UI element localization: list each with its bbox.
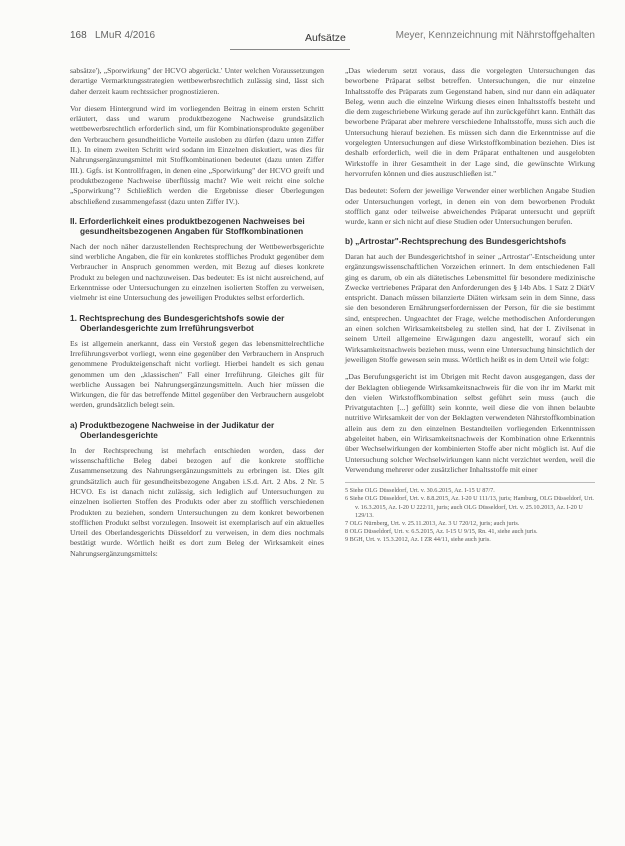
right-column — [345, 66, 595, 545]
block-quote: „Das wiederum setzt voraus, dass die vorgelegten Untersuchungen das beworbene Präparat selbst betreffen. Untersuchungen, die nur einzelne Inhaltsstoffe des Präparats zum Gegenstand haben, sind nur dann ein adäquater Beleg, wenn auch die einzelne Wirkung dieses einen Inhaltsstoffs besteht und die dem zugeschriebene Wirkung gerade auf ihn zurückgeführt kann. Enthält das beworbene Präparat aber mehrere verschiedene Inhaltsstoffe, muss sich auch die Untersuchung hierauf beziehen. Es müssen sich dann die Erkenntnisse auf die vorgelegten Untersuchungen auf diese Wirkstoffkombination beziehen. Dies ist deshalb erforderlich, weil die in dem Präparat enthaltenen und ausgelobten Wirkstoffe in ihrer Gesamtheit in der Lage sind, die gewünschte Wirkung hervorrufen können und dies auszuschließen ist." — [345, 66, 595, 178]
paragraph: Das bedeutet: Sofern der jeweilige Verwender einer werblichen Angabe Studien oder Untersuchungen vorlegt, in denen ein von dem beworbenen Produkt stofflich ganz oder teilweise abweichendes Präparat untersucht und geprüft wurde, kann er sich nicht auf diese Studien oder Untersuchungen berufen. — [345, 186, 595, 227]
footnote: 9 BGH, Urt. v. 15.3.2012, Az. I ZR 44/11, siehe auch juris. — [345, 536, 491, 544]
section-title: Aufsätze — [305, 32, 346, 44]
footnote: 5 Siehe OLG Düsseldorf, Urt. v. 30.6.2015, Az. I-15 U 87/7. — [345, 487, 495, 495]
running-title: Meyer, Kennzeichnung mit Nährstoffgehalten — [395, 30, 595, 41]
section-heading: II. Erforderlichkeit eines produktbezogenen Nachweises bei gesundheitsbezogenen Angaben für Stoffkombinationen — [70, 215, 305, 237]
page-number: 168 — [70, 30, 87, 41]
block-quote: „Das Berufungsgericht ist im Übrigen mit Recht davon ausgegangen, dass der der Beklagten obliegende Wirksamkeitsnachweis für die von ihr im Markt mit den vielen Wirkstoffkombination selbst geführt sein muss (auch die Privatgutachten [...] gefüllt) sein konnte, weil diese die von ihnen belaubte nutritive Wirksamkeit der von der Beklagten verwendeten Nährstoffkombination allein aus dem zu den einzelnen Bestandteilen vorliegenden Erkenntnissen abgeleitet haben, ein Wirksamkeitsnachweis der Kombination ohne Erkenntnis über Wechselwirkungen der kombinierten Stoffe aber nicht möglich ist. Auf die Untersuchung solcher Wechselwirkungen kann nicht verzichtet werden, weil die Verwendung mehrerer oder zusätzlicher Inhaltsstoffe mit einer — [345, 372, 595, 474]
page-header — [70, 30, 595, 50]
paragraph: Daran hat auch der Bundesgerichtshof in seiner „Artrostar"-Entscheidung unter ergänzungswissenschaftlichen Vorzeichen erinnert. In dem entschiedenen Fall ging es darum, ob ein als diätetisches Lebensmittel für besondere medizinische Zwecke vertriebenes Präparat den Anforderungen des § 14b Abs. 1 Satz 2 DiätV entspricht. Danach müssen bilanzierte Diäten wirksam sein in dem Sinne, dass sie den besonderen Ernährungserfordernissen der Person, für die sie bestimmt sind, entsprechen. Ungeachtet der Frage, welche methodischen Anforderungen an einen solchen Wirksamkeitsbeleg zu stellen sind, hat der I. Zivilsenat in seinem Urteil allgemeine Erwägungen dazu angestellt, worauf sich ein Wirksamkeitsnachweis beziehen muss, wenn eine Untersuchung hinsichtlich der jeweiligen Stoffe gewesen sein muss. Wörtlich heißt es in dem Urteil wie folgt: — [345, 251, 595, 364]
paragraph: In der Rechtsprechung ist mehrfach entschieden worden, dass der wissenschaftliche Beleg dabei bezogen auf die konkrete stoffliche Zusammensetzung des Nahrungsergänzungsmittels zu erbringen ist. Dies gilt grundsätzlich auch für gesundheitsbezogene Angaben i.S.d. Art. 2 Abs. 2 Nr. 5 HCVO. Es ist danach nicht zulässig, sich lediglich auf Untersuchungen zu einzelnen isolierten Stoffen des Produkts oder aber zu stofflich verschiedenen Produkten zu beziehen, sondern Untersuchungen zu dem konkret beworbenen stofflichen Produkt selbst vorzulegen. Insoweit ist exemplarisch auf ein aktuelles Urteil des Oberlandesgerichts Düsseldorf zu verweisen, in dem dies nochmals bestätigt wurde. Wörtlich heißt es dort zum Beleg der Wirksamkeit eines Nahrungsergänzungsmittels: — [70, 445, 324, 558]
footnote: 7 OLG Nürnberg, Urt. v. 25.11.2013, Az. 3 U 720/12, juris; auch juris. — [345, 520, 520, 527]
journal-name: LMuR 4/2016 — [95, 30, 156, 41]
footnote: 6 Siehe OLG Düsseldorf, Urt. v. 8.8.2015, Az. I-20 U 111/13, juris; Hamburg, OLG Düsseldorf, Urt. v. 16.3.2015, Az. I-20 U 222/11, juris; auch OLG Düsseldorf, Urt. v. 25.10.2013, Az. I-20 U 129/13. — [345, 495, 594, 519]
paragraph: Vor diesem Hintergrund wird im vorliegenden Beitrag in einem ersten Schritt erläutert, dass und warum produktbezogene Nachweise grundsätzlich wettbewerbsrechtlich erforderlich sind, um für Kombinationsprodukte gegenüber den Verbrauchern gesundheitliche Vorteile ausloben zu dürfen (dazu unten Ziffer II.). In einem zweiten Schritt wird sodann im Einzelnen diskutiert, was dies für Nahrungsergänzungsmittel mit Stoffkombinationen bedeutet (dazu unten Ziffer III.). Ggfs. ist Kontrollfragen, in denen eine „Sporwirkung" der HCVO greift und produktbezogene Nachweise überflüssig macht? Wie weit reicht eine solche „Sporwirkung"? Schließlich werden die Ergebnisse dieser Überlegungen abschließend zusammengefasst (dazu unten Ziffer IV.). — [70, 103, 324, 206]
subsection-heading: a) Produktbezogene Nachweise in der Judikatur der Oberlandesgerichte — [70, 419, 275, 441]
left-column — [70, 66, 324, 566]
paragraph: sabsätze'), „Sporwirkung" der HCVO abgerückt.' Unter welchen Voraussetzungen derartige Vermarktungsstrategien wettbewerbsrechtlich zulässig sind, lässt sich daher derzeit kaum rechtssicher prognostizieren. — [70, 66, 324, 96]
subsection-heading: 1. Rechtsprechung des Bundesgerichtshofs sowie der Oberlandesgerichte zum Irreführungsverbot — [70, 312, 285, 334]
header-rule — [230, 49, 350, 50]
paragraph: Nach der noch näher darzustellenden Rechtsprechung der Wettbewerbsgerichte sind werbliche Angaben, die für ein konkretes stoffliches Produkt gegenüber dem Verbraucher in Anspruch genommen werden, mit Bezug auf dieses konkrete Produkt zu belegen und nachzuweisen. Das bedeutet: Es ist nicht ausreichend, auf Erkenntnisse oder Untersuchungen zu einzelnen isolierten Stoffen zu verweisen, vielmehr ist eine Untersuchung des jeweiligen Produktes selbst erforderlich. — [70, 241, 324, 303]
subsection-heading: b) „Artrostar"-Rechtsprechung des Bundesgerichtshofs — [345, 236, 567, 247]
paragraph: Es ist allgemein anerkannt, dass ein Verstoß gegen das lebensmittelrechtliche Irreführungsverbot vorliegt, wenn eine gegenüber den Verbrauchern in Anspruch genommene Produkteigenschaft nicht vorliegt. Hierbei handelt es sich genau genommen um den „klassischen" Fall einer Irreführung. Gleiches gilt für werbliche Aussagen bei Nahrungsergänzungsmitteln. Auch hier müssen die Wirkungen, die für das betreffende Mittel gegenüber den Verbrauchern ausgelobt werden, grundsätzlich belegt sein. — [70, 338, 324, 410]
footnote: 8 OLG Düsseldorf, Urt. v. 6.5.2015, Az. I-15 U 9/15, Rn. 41, siehe auch juris. — [345, 528, 538, 536]
footnotes — [345, 482, 595, 544]
